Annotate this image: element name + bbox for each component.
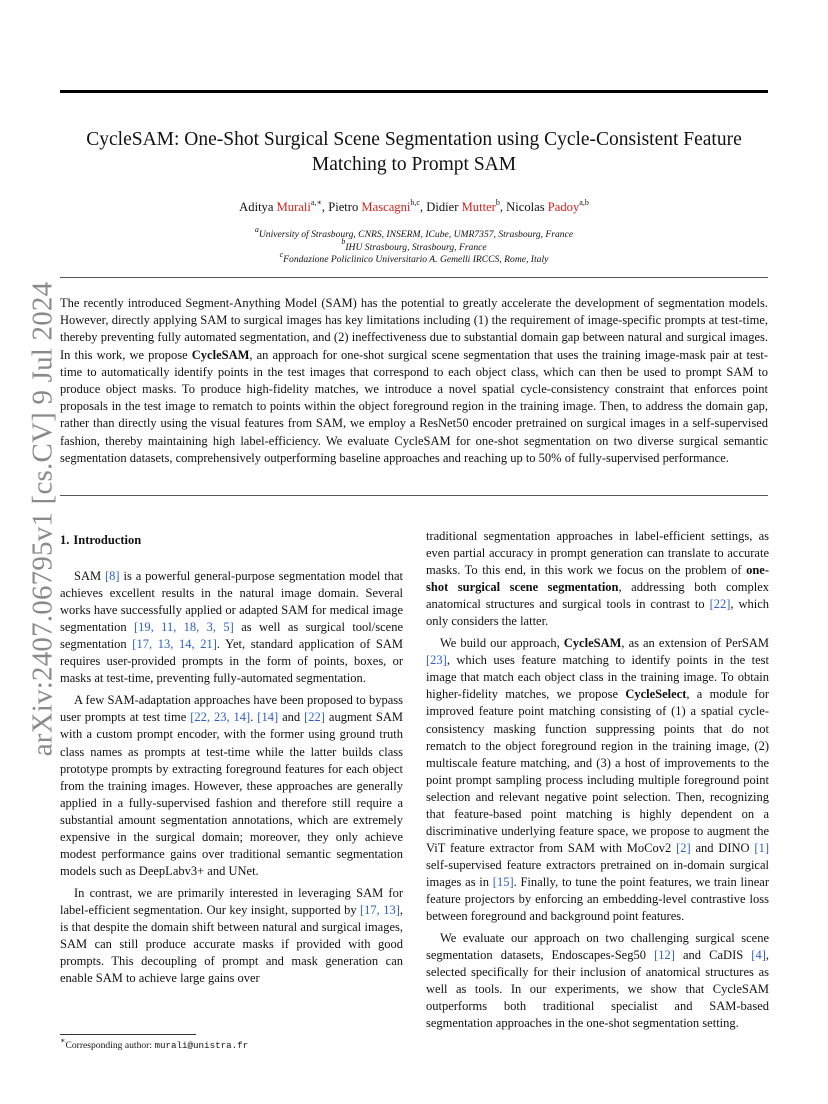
- citation-link[interactable]: [22]: [709, 597, 731, 612]
- paragraph: A few SAM-adaptation approaches have been proposed to bypass user prompts at test time [22, 23, 14]. [14] and [22] augment SAM with a custom prompt encoder, with the former using ground truth class names as prompts at test-time while the latter builds class prototype prompts by extracting foreground features for each object from the training images. However, these approaches are generally applied in a fully-supervised fashion and therefore still require a substantial amount segmentation annotations, which are extremely expensive in the surgical domain; moreover, they only achieve modest performance gains over traditional semantic segmentation models such as DeepLabv3+ and UNet.: [60, 693, 403, 878]
- paper-title: [60, 127, 768, 177]
- title-line-1: CycleSAM: One-Shot Surgical Scene Segmentation using Cycle-Consistent Feature: [86, 129, 742, 150]
- email-link[interactable]: murali@unistra.fr: [154, 1040, 249, 1051]
- affiliation: $^a$University of Strasbourg, CNRS, INSERM, ICube, UMR7357, Strasbourg, France: [254, 224, 574, 240]
- abstract-bottom-rule: [60, 495, 768, 496]
- citation-link[interactable]: [1]: [754, 840, 769, 855]
- section-heading: 1. Introduction: [60, 533, 142, 547]
- citation-link[interactable]: [14]: [257, 710, 279, 725]
- arxiv-watermark: [23, 281, 63, 757]
- affiliations: [60, 224, 768, 267]
- author-list: [60, 199, 768, 215]
- paragraph: SAM [8] is a powerful general-purpose segmentation model that achieves excellent results in the natural image domain. Several works have successfully applied or adapted SAM for medical image segmentation [19, 11, 18, 3, 5] as well as surgical tool/scene segmentation [17, 13, 14, 21]. Yet, standard application of SAM requires user-provided prompts in the form of points, boxes, or masks at test-time, preventing fully-automated segmentation.: [60, 569, 404, 686]
- citation-link[interactable]: [17, 13, 14, 21]: [132, 637, 217, 652]
- paragraph: We evaluate our approach on two challenging surgical scene segmentation datasets, Endoscapes-Seg50 [12] and CaDIS [4], selected specifically for their inclusion of anatomical structures as well as tools. In our experiments, we show that CycleSAM outperforms both traditional specialist and SAM-based segmentation approaches in the one-shot segmentation setting.: [426, 931, 769, 1031]
- author: Pietro Mascagni$^{b,c}$,: [328, 197, 427, 214]
- title-line-2: Matching to Prompt SAM: [311, 154, 517, 175]
- affiliation: $^c$Fondazione Policlinico Universitario A. Gemelli IRCCS, Rome, Italy: [279, 249, 549, 265]
- left-column: [60, 532, 403, 987]
- abstract: The recently introduced Segment-Anything Model (SAM) has the potential to greatly accelerate the development of segmentation models. However, directly applying SAM to surgical images has key limitations including (1) the requirement of image-specific prompts at test-time, thereby preventing fully automated segmentation, and (2) ineffectiveness due to substantial domain gap between natural and surgical images. In this work, we propose CycleSAM, an approach for one-shot surgical scene segmentation that uses the training image-mask pair at test-time to automatically identify points in the test images that correspond to each object class, which can then be used to prompt SAM to produce object masks. To produce high-fidelity matches, we introduce a novel spatial cycle-consistency constraint that enforces point proposals in the test image to rematch to points within the object foreground region in the training image. Then, to address the domain gap, rather than directly using the visual features from SAM, we employ a ResNet50 encoder pretrained on surgical images in a self-supervised fashion, thereby maintaining high label-efficiency. We evaluate CycleSAM for one-shot segmentation on two diverse surgical semantic segmentation datasets, comprehensively outperforming baseline approaches and reaching up to 50% of fully-supervised performance.: [60, 296, 768, 465]
- author: Didier Mutter$^b$,: [426, 197, 507, 214]
- abstract-top-rule: [60, 277, 768, 278]
- author-surname[interactable]: Mascagni: [361, 200, 411, 214]
- citation-link[interactable]: [19, 11, 18, 3, 5]: [134, 620, 234, 635]
- citation-link[interactable]: [22, 23, 14]: [190, 710, 251, 725]
- affiliation: $^b$IHU Strasbourg, Strasbourg, France: [341, 237, 487, 253]
- citation-link[interactable]: [23]: [426, 653, 447, 668]
- arxiv-id: arXiv:2407.06795v1 [cs.CV] 9 Jul 2024: [26, 281, 59, 757]
- author: Aditya Murali$^{a,∗}$,: [239, 197, 329, 214]
- citation-link[interactable]: [4]: [751, 948, 766, 963]
- author: Nicolas Padoy$^{a,b}$: [506, 197, 589, 214]
- paragraph: traditional segmentation approaches in label-efficient settings, as even partial accuracy in prompt generation can translate to accurate masks. To this end, in this work we focus on the problem of one-shot surgical scene segmentation, addressing both complex anatomical structures and surgical tools in contrast to [22], which only considers the latter.: [426, 529, 769, 629]
- right-column: [426, 528, 769, 1032]
- citation-link[interactable]: [12]: [654, 948, 675, 963]
- paragraph: In contrast, we are primarily interested in leveraging SAM for label-efficient segmentation. Our key insight, supported by [17, 13], is that despite the domain shift between natural and surgical images, SAM can still produce accurate masks if provided with good prompts. This decoupling of prompt and mask generation can enable SAM to achieve large gains over: [60, 885, 403, 986]
- citation-link[interactable]: [22]: [304, 710, 325, 725]
- citation-link[interactable]: [2]: [676, 840, 691, 855]
- citation-link[interactable]: [17, 13]: [360, 902, 400, 917]
- author-surname[interactable]: Mutter: [461, 200, 496, 214]
- citation-link[interactable]: [15]: [492, 874, 514, 889]
- footnote: ∗Corresponding author: murali@unistra.fr: [60, 1035, 249, 1051]
- footnote-rule: [60, 1034, 196, 1035]
- author-surname[interactable]: Padoy: [547, 200, 580, 214]
- citation-link[interactable]: [8]: [105, 569, 120, 584]
- top-rule: [60, 90, 768, 93]
- author-surname[interactable]: Murali: [276, 200, 311, 214]
- paragraph: We build our approach, CycleSAM, as an extension of PerSAM [23], which uses feature matching to identify points in the test image that match each object class in the training image. To obtain higher-fidelity matches, we propose CycleSelect, a module for improved feature point matching consisting of (1) a spatial cycle-consistency masking function suppressing points that do not rematch to the object foreground region in the training image, (2) multiscale feature matching, and (3) a host of improvements to the point prompt sampling process including multiple foreground point selection and relevant negative point selection. Then, recognizing that feature-based point matching is highly dependent on a discriminative underlying feature space, we propose to augment the ViT feature extractor from SAM with MoCov2 [2] and DINO [1] self-supervised feature extractors pretrained on in-domain surgical images as in [15]. Finally, to tune the point features, we train linear feature projectors by enforcing an embedding-level contrastive loss between foreground and background point features.: [426, 636, 769, 924]
